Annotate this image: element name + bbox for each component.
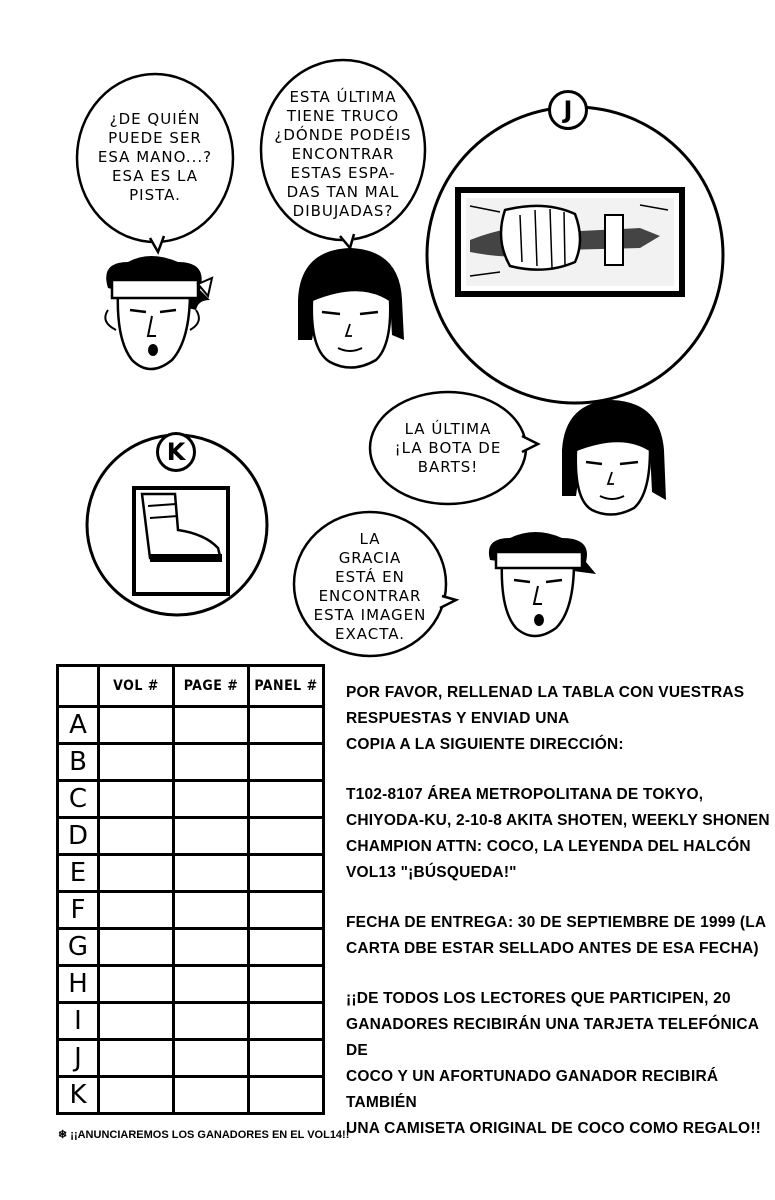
clue-label-j: J xyxy=(548,90,588,130)
table-row xyxy=(58,855,324,892)
footer-text: ¡¡ANUNCIAREMOS LOS GANADORES EN EL VOL14!! xyxy=(70,1129,350,1141)
answer-cell[interactable] xyxy=(174,892,249,929)
answer-cell[interactable] xyxy=(99,892,174,929)
row-letter: H xyxy=(58,966,99,1003)
clue-circle-j xyxy=(427,107,723,403)
table-row xyxy=(58,707,324,744)
table-row xyxy=(58,929,324,966)
answer-cell[interactable] xyxy=(99,929,174,966)
answer-cell[interactable] xyxy=(249,966,324,1003)
clue-image-hand xyxy=(466,198,674,286)
row-letter: J xyxy=(58,1040,99,1077)
answer-cell[interactable] xyxy=(174,744,249,781)
row-letter: D xyxy=(58,818,99,855)
header-vol: VOL # xyxy=(99,666,174,707)
table-row xyxy=(58,1040,324,1077)
character-face-blackhair-2 xyxy=(562,400,666,515)
table-row xyxy=(58,892,324,929)
answer-cell[interactable] xyxy=(99,966,174,1003)
footer-note xyxy=(58,1128,349,1141)
answer-cell[interactable] xyxy=(99,1003,174,1040)
speech-bubble-4-text: LA GRACIA ESTÁ EN ENCONTRAR ESTA IMAGEN EXACTA. xyxy=(313,530,427,643)
answer-cell[interactable] xyxy=(174,781,249,818)
answer-cell[interactable] xyxy=(249,707,324,744)
table-row xyxy=(58,818,324,855)
row-letter: A xyxy=(58,707,99,744)
answer-cell[interactable] xyxy=(174,1003,249,1040)
character-face-headband-1 xyxy=(105,256,212,369)
row-letter: G xyxy=(58,929,99,966)
answer-cell[interactable] xyxy=(99,818,174,855)
answer-cell[interactable] xyxy=(249,744,324,781)
answer-cell[interactable] xyxy=(249,855,324,892)
answer-cell[interactable] xyxy=(249,1077,324,1114)
speech-bubble-1-text: ¿DE QUIÉN PUEDE SER ESA MANO...? ESA ES LA PISTA. xyxy=(97,110,213,204)
row-letter: I xyxy=(58,1003,99,1040)
speech-bubble-3-text: LA ÚLTIMA ¡LA BOTA DE BARTS! xyxy=(394,420,502,476)
instructions-text: POR FAVOR, RELLENAD LA TABLA CON VUESTRAS RESPUESTAS Y ENVIAD UNA COPIA A LA SIGUIENTE DIRECCIÓN: xyxy=(346,684,745,753)
answer-cell[interactable] xyxy=(174,1077,249,1114)
answer-cell[interactable] xyxy=(174,855,249,892)
answer-cell[interactable] xyxy=(249,929,324,966)
answer-cell[interactable] xyxy=(249,892,324,929)
answer-cell[interactable] xyxy=(174,818,249,855)
character-face-headband-2 xyxy=(489,532,596,636)
answer-cell[interactable] xyxy=(99,855,174,892)
answer-cell[interactable] xyxy=(249,818,324,855)
header-page: PAGE # xyxy=(174,666,249,707)
answer-table-header xyxy=(58,666,324,707)
answer-cell[interactable] xyxy=(249,1003,324,1040)
answer-table xyxy=(56,664,325,1115)
address-text: T102-8107 ÁREA METROPOLITANA DE TOKYO, CHIYODA-KU, 2-10-8 AKITA SHOTEN, WEEKLY SHONEN CHAMPION ATTN: COCO, LA LEYENDA DEL HALCÓN VOL13 "¡BÚSQUEDA!" xyxy=(346,786,770,881)
row-letter: E xyxy=(58,855,99,892)
answer-cell[interactable] xyxy=(174,707,249,744)
row-letter: K xyxy=(58,1077,99,1114)
table-row xyxy=(58,1003,324,1040)
row-letter: F xyxy=(58,892,99,929)
character-face-blackhair-1 xyxy=(298,248,404,368)
table-row xyxy=(58,781,324,818)
table-row xyxy=(58,966,324,1003)
answer-cell[interactable] xyxy=(174,1040,249,1077)
answer-cell[interactable] xyxy=(99,744,174,781)
table-row xyxy=(58,1077,324,1114)
row-letter: C xyxy=(58,781,99,818)
table-row xyxy=(58,744,324,781)
snowflake-icon: ❄ xyxy=(58,1129,68,1141)
answer-cell[interactable] xyxy=(99,1040,174,1077)
answer-cell[interactable] xyxy=(174,929,249,966)
prizes-text: ¡¡DE TODOS LOS LECTORES QUE PARTICIPEN, 20 GANADORES RECIBIRÁN UNA TARJETA TELEFÓNICA DE COCO Y UN AFORTUNADO GANADOR RECIBIRÁ TAMBIÉN UNA CAMISETA ORIGINAL DE COCO COMO REGALO!! xyxy=(346,990,762,1137)
clue-label-k: K xyxy=(156,432,196,472)
speech-bubble-2-text: ESTA ÚLTIMA TIENE TRUCO ¿DÓNDE PODÉIS ENCONTRAR ESTAS ESPA- DAS TAN MAL DIBUJADAS? xyxy=(274,88,412,220)
header-panel: PANEL # xyxy=(249,666,324,707)
answer-cell[interactable] xyxy=(99,781,174,818)
answer-cell[interactable] xyxy=(174,966,249,1003)
answer-cell[interactable] xyxy=(99,707,174,744)
answer-cell[interactable] xyxy=(99,1077,174,1114)
answer-table-corner xyxy=(58,666,99,707)
answer-cell[interactable] xyxy=(249,1040,324,1077)
deadline-text: FECHA DE ENTREGA: 30 DE SEPTIEMBRE DE 1999 (LA CARTA DBE ESTAR SELLADO ANTES DE ESA FECHA) xyxy=(346,914,767,957)
answer-cell[interactable] xyxy=(249,781,324,818)
row-letter: B xyxy=(58,744,99,781)
